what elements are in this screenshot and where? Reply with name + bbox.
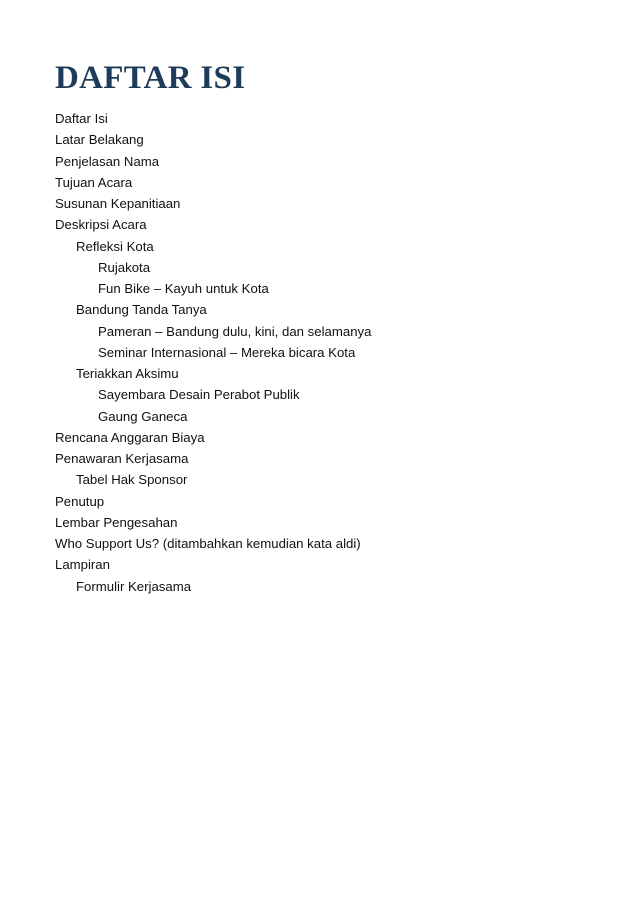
toc-entry: Tabel Hak Sponsor: [76, 472, 188, 488]
toc-entry: Penutup: [55, 493, 105, 509]
toc-entry: Pameran – Bandung dulu, kini, dan selamanya: [98, 323, 372, 339]
toc-entry: Teriakkan Aksimu: [76, 366, 179, 381]
toc-entry: Gaung Ganeca: [98, 408, 188, 424]
toc-entry: Who Support Us? (ditambahkan kemudian kata aldi): [55, 536, 361, 551]
page-title: DAFTAR ISI: [55, 60, 246, 96]
toc-entry: Formulir Kerjasama: [76, 578, 192, 594]
toc-entry: Latar Belakang: [55, 132, 144, 148]
table-of-contents: [55, 108, 371, 597]
toc-entry: Sayembara Desain Perabot Publik: [98, 387, 300, 403]
toc-entry: Refleksi Kota: [76, 238, 154, 254]
toc-entry: Fun Bike – Kayuh untuk Kota: [98, 281, 269, 296]
toc-entry: Tujuan Acara: [55, 174, 133, 190]
toc-entry: Rencana Anggaran Biaya: [55, 429, 205, 445]
toc-entry: Penawaran Kerjasama: [55, 451, 189, 466]
toc-entry: Bandung Tanda Tanya: [76, 302, 207, 318]
toc-entry: Lampiran: [55, 557, 110, 573]
toc-entry: Rujakota: [98, 259, 151, 275]
toc-entry: Seminar Internasional – Mereka bicara Kota: [98, 344, 356, 360]
toc-entry: Penjelasan Nama: [55, 153, 160, 169]
toc-entry: Daftar Isi: [55, 111, 108, 126]
toc-entry: Susunan Kepanitiaan: [55, 196, 181, 211]
toc-entry: Lembar Pengesahan: [55, 514, 178, 530]
toc-entry: Deskripsi Acara: [55, 217, 147, 233]
